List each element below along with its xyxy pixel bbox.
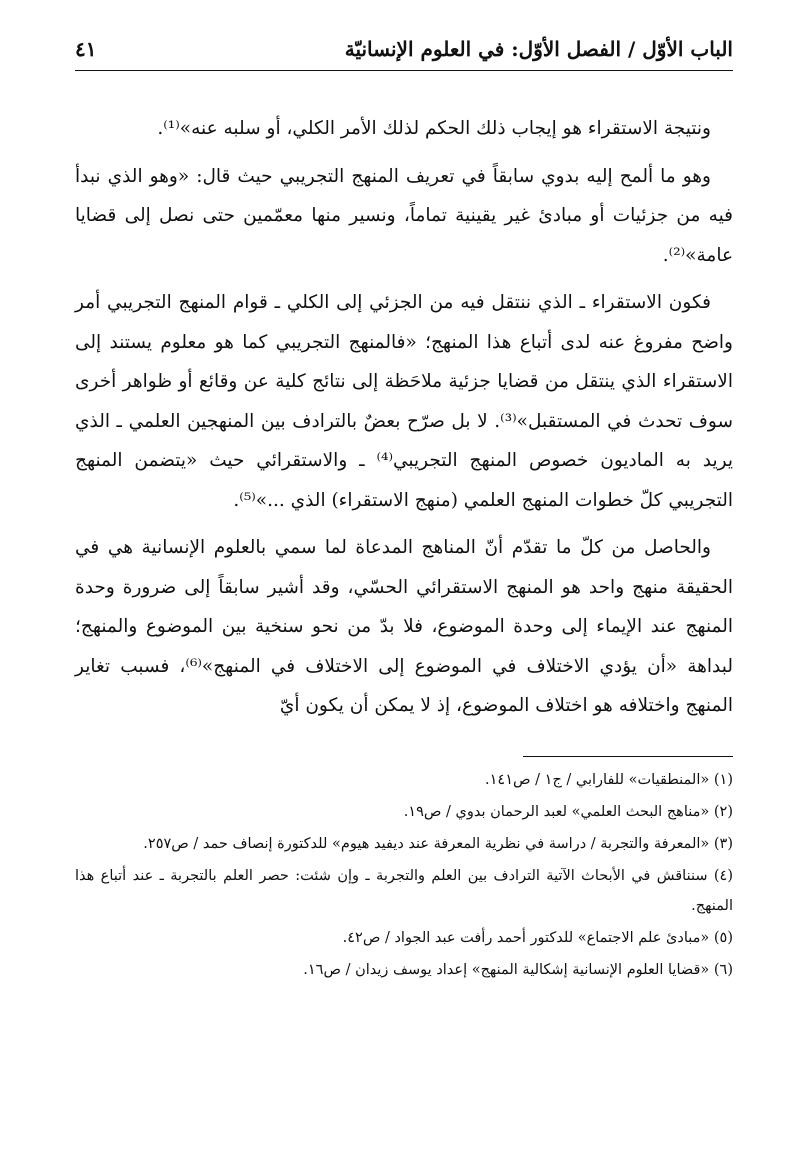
footnotes	[75, 765, 733, 985]
running-header	[75, 34, 733, 64]
header-title: الباب الأوّل / الفصل الأوّل: في العلوم الإنسانيّة	[344, 37, 733, 61]
paragraph: وهو ما ألمح إليه بدوي سابقاً في تعريف المنهج التجريبي حيث قال: «وهو الذي نبدأ فيه من جزئيات أو مبادئ غير يقينية تماماً، ونسير منها معمّمين حتى نصل إلى قضايا عامة»⁽²⁾.	[75, 165, 733, 266]
footnote: (١) «المنطقيات» للفارابي / ج١ / ص١٤١.	[485, 771, 733, 788]
paragraph: فكون الاستقراء ـ الذي ننتقل فيه من الجزئي إلى الكلي ـ قوام المنهج التجريبي أمر واضح مفروغ عنه لدى أتباع هذا المنهج؛ «فالمنهج التجريبي كما هو معلوم يستند إلى الاستقراء الذي ينتقل من قضايا جزئية ملاحَظة إلى نتائج كلية عن وقائع أو ظواهر أخرى سوف تحدث في المستقبل»⁽³⁾. لا بل صرّح بعضٌ بالترادف بين المنهجين العلمي ـ الذي يريد به الماديون خصوص المنهج التجريبي⁽⁴⁾ ـ والاستقرائي حيث «يتضمن المنهج التجريبي كلّ خطوات المنهج العلمي (منهج الاستقراء) الذي ...»⁽⁵⁾.	[75, 292, 733, 511]
page-number: ٤١	[75, 37, 97, 61]
paragraph: والحاصل من كلّ ما تقدّم أنّ المناهج المدعاة لما سمي بالعلوم الإنسانية هي في الحقيقة منهج واحد هو المنهج الاستقرائي الحسّي، وقد أشير سابقاً إلى ضرورة وحدة المنهج عند الإيماء إلى وحدة الموضوع، فلا بدّ من نحو سنخية بين الموضوع والمنهج؛ لبداهة «أن يؤدي الاختلاف في الموضوع إلى الاختلاف في المنهج»⁽⁶⁾، فسبب تغاير المنهج واختلافه هو اختلاف الموضوع، إذ لا يمكن أن يكون أيّ	[75, 537, 733, 716]
paragraph: ونتيجة الاستقراء هو إيجاب ذلك الحكم لذلك الأمر الكلي، أو سلبه عنه»⁽¹⁾.	[157, 118, 711, 139]
footnote: (٣) «المعرفة والتجربة / دراسة في نظرية المعرفة عند ديفيد هيوم» للدكتورة إنصاف حمد / ص٢٥٧.	[143, 835, 733, 852]
footnote: (٢) «مناهج البحث العلمي» لعبد الرحمان بدوي / ص١٩.	[403, 803, 733, 820]
header-rule	[75, 70, 733, 71]
footnote: (٤) سنناقش في الأبحاث الآتية الترادف بين العلم والتجربة ـ وإن شئت: حصر العلم بالتجربة ـ عند أتباع هذا المنهج.	[75, 867, 733, 914]
footnote: (٥) «مبادئ علم الاجتماع» للدكتور أحمد رأفت عبد الجواد / ص٤٢.	[342, 929, 733, 946]
footnote-separator	[523, 756, 733, 757]
body-text	[75, 109, 733, 726]
footnote: (٦) «قضايا العلوم الإنسانية إشكالية المنهج» إعداد يوسف زيدان / ص١٦.	[303, 961, 733, 978]
